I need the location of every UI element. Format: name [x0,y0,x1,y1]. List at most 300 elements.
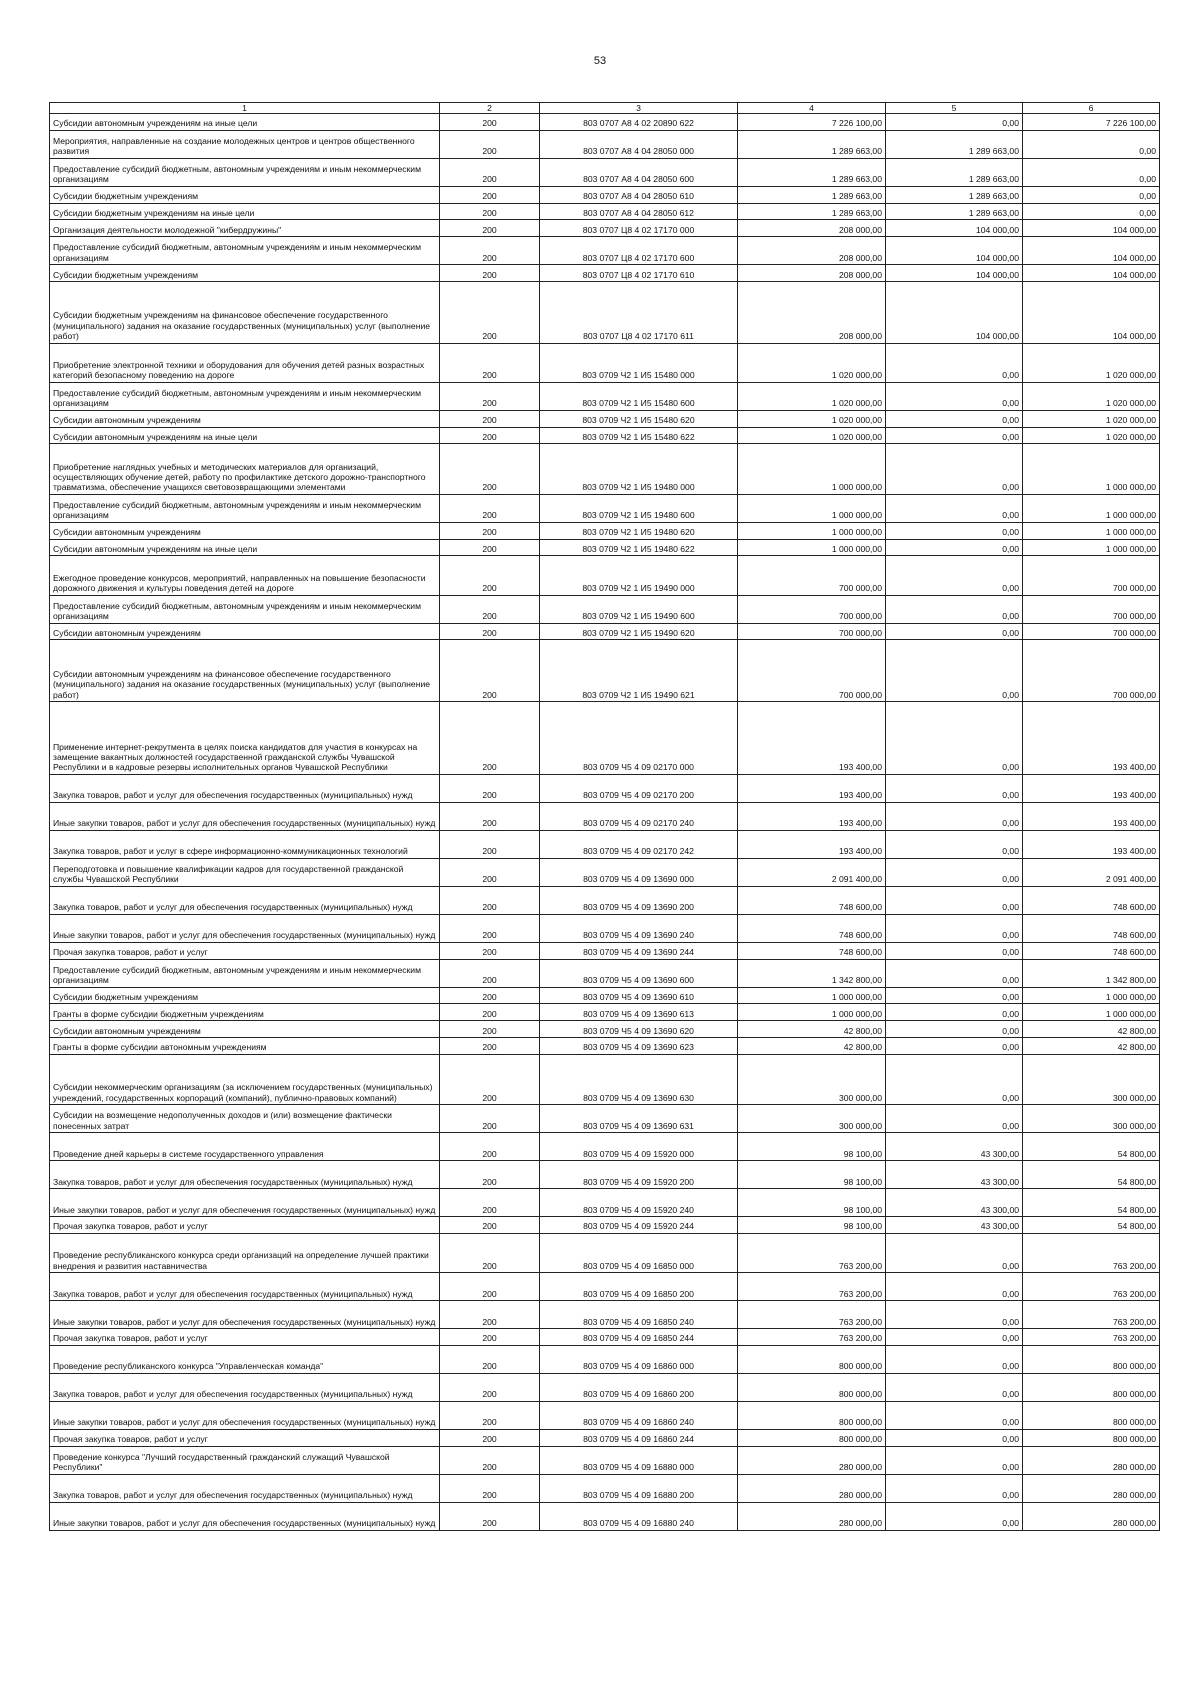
row-value-col6: 800 000,00 [1023,1345,1160,1373]
row-value-col6: 800 000,00 [1023,1401,1160,1429]
row-value-col6: 800 000,00 [1023,1429,1160,1446]
row-value-col6: 193 400,00 [1023,802,1160,830]
row-value-col4: 763 200,00 [738,1329,886,1346]
row-value-col6: 700 000,00 [1023,640,1160,702]
row-name: Организация деятельности молодежной "кибердружины" [50,220,440,237]
row-value-col6: 7 226 100,00 [1023,114,1160,131]
table-row [50,1273,1160,1301]
row-value-col5: 0,00 [886,774,1023,802]
table-row [50,640,1160,702]
row-value-col4: 1 342 800,00 [738,959,886,987]
row-value-col5: 0,00 [886,959,1023,987]
row-value-col5: 0,00 [886,1474,1023,1502]
row-name: Приобретение электронной техники и оборудования для обучения детей разных возрастных категорий безопасному поведению на дороге [50,343,440,382]
row-code: 200 [440,1502,540,1530]
row-value-col4: 1 000 000,00 [738,522,886,539]
row-value-col6: 193 400,00 [1023,774,1160,802]
row-value-col4: 800 000,00 [738,1401,886,1429]
row-value-col5: 0,00 [886,1105,1023,1133]
row-value-col4: 700 000,00 [738,595,886,623]
row-value-col6: 0,00 [1023,203,1160,220]
row-value-col6: 1 000 000,00 [1023,539,1160,556]
row-classification: 803 0709 Ч2 1 И5 19490 000 [540,556,738,595]
row-classification: 803 0709 Ч5 4 09 13690 240 [540,914,738,942]
row-classification: 803 0707 А8 4 02 20890 622 [540,114,738,131]
row-name: Иные закупки товаров, работ и услуг для обеспечения государственных (муниципальных) нужд [50,1401,440,1429]
row-code: 200 [440,1189,540,1217]
row-value-col4: 1 020 000,00 [738,343,886,382]
row-value-col6: 300 000,00 [1023,1054,1160,1104]
row-value-col4: 193 400,00 [738,701,886,774]
row-classification: 803 0709 Ч5 4 09 02170 240 [540,802,738,830]
row-value-col5: 0,00 [886,1233,1023,1272]
row-name: Субсидии автономным учреждениям на иные цели [50,539,440,556]
row-classification: 803 0709 Ч5 4 09 16850 200 [540,1273,738,1301]
table-row [50,1446,1160,1474]
table-row [50,1105,1160,1133]
row-value-col4: 700 000,00 [738,640,886,702]
row-classification: 803 0707 Ц8 4 02 17170 610 [540,265,738,282]
table-row [50,959,1160,987]
row-value-col6: 54 800,00 [1023,1217,1160,1234]
row-value-col4: 1 289 663,00 [738,158,886,186]
row-value-col4: 1 289 663,00 [738,130,886,158]
row-value-col5: 0,00 [886,382,1023,410]
row-value-col6: 1 020 000,00 [1023,410,1160,427]
row-classification: 803 0707 А8 4 04 28050 000 [540,130,738,158]
row-name: Предоставление субсидий бюджетным, автономным учреждениям и иным некоммерческим организациям [50,382,440,410]
row-name: Гранты в форме субсидии автономным учреждениям [50,1037,440,1054]
table-row [50,701,1160,774]
row-value-col4: 208 000,00 [738,265,886,282]
row-value-col4: 280 000,00 [738,1502,886,1530]
row-code: 200 [440,1233,540,1272]
row-name: Приобретение наглядных учебных и методических материалов для организаций, осуществляющих обучение детей, работу по профилактике детского дорожно-транспортного травматизма, обеспечение учащихся световозвращающими элементами [50,444,440,494]
row-value-col4: 208 000,00 [738,237,886,265]
row-value-col5: 0,00 [886,1429,1023,1446]
row-code: 200 [440,382,540,410]
table-row [50,444,1160,494]
row-name: Закупка товаров, работ и услуг для обеспечения государственных (муниципальных) нужд [50,1474,440,1502]
row-name: Предоставление субсидий бюджетным, автономным учреждениям и иным некоммерческим организациям [50,158,440,186]
row-value-col6: 193 400,00 [1023,701,1160,774]
row-name: Субсидии автономным учреждениям [50,410,440,427]
row-code: 200 [440,1446,540,1474]
row-value-col4: 748 600,00 [738,886,886,914]
row-code: 200 [440,343,540,382]
row-value-col5: 0,00 [886,1004,1023,1021]
row-value-col4: 1 000 000,00 [738,444,886,494]
row-value-col5: 43 300,00 [886,1189,1023,1217]
row-value-col6: 700 000,00 [1023,623,1160,640]
row-name: Проведение республиканского конкурса среди организаций на определение лучшей практики внедрения и развития наставничества [50,1233,440,1272]
row-value-col4: 98 100,00 [738,1133,886,1161]
row-value-col5: 0,00 [886,494,1023,522]
row-name: Закупка товаров, работ и услуг для обеспечения государственных (муниципальных) нужд [50,774,440,802]
row-code: 200 [440,701,540,774]
column-header: 3 [540,103,738,114]
row-classification: 803 0709 Ч2 1 И5 19490 600 [540,595,738,623]
row-value-col6: 193 400,00 [1023,830,1160,858]
row-value-col5: 0,00 [886,1345,1023,1373]
row-value-col6: 2 091 400,00 [1023,858,1160,886]
row-value-col5: 0,00 [886,444,1023,494]
table-row [50,1054,1160,1104]
table-row [50,858,1160,886]
row-value-col6: 0,00 [1023,158,1160,186]
table-row [50,623,1160,640]
table-row [50,114,1160,131]
row-value-col6: 104 000,00 [1023,281,1160,343]
row-value-col4: 42 800,00 [738,1037,886,1054]
row-value-col6: 280 000,00 [1023,1446,1160,1474]
row-value-col5: 104 000,00 [886,237,1023,265]
row-value-col5: 0,00 [886,114,1023,131]
table-row [50,237,1160,265]
row-value-col6: 763 200,00 [1023,1273,1160,1301]
row-code: 200 [440,1373,540,1401]
row-value-col6: 54 800,00 [1023,1161,1160,1189]
row-value-col5: 0,00 [886,1329,1023,1346]
row-code: 200 [440,265,540,282]
row-value-col4: 193 400,00 [738,774,886,802]
row-code: 200 [440,802,540,830]
row-classification: 803 0709 Ч5 4 09 16850 240 [540,1301,738,1329]
row-value-col4: 280 000,00 [738,1446,886,1474]
row-classification: 803 0709 Ч2 1 И5 19480 000 [540,444,738,494]
row-value-col4: 700 000,00 [738,556,886,595]
row-name: Субсидии некоммерческим организациям (за исключением государственных (муниципальных) учреждений, государственных корпораций (компаний), публично-правовых компаний) [50,1054,440,1104]
row-value-col6: 1 000 000,00 [1023,444,1160,494]
row-name: Субсидии бюджетным учреждениям [50,186,440,203]
row-code: 200 [440,237,540,265]
row-value-col6: 104 000,00 [1023,220,1160,237]
row-code: 200 [440,281,540,343]
row-value-col6: 1 000 000,00 [1023,987,1160,1004]
row-code: 200 [440,1345,540,1373]
row-name: Закупка товаров, работ и услуг для обеспечения государственных (муниципальных) нужд [50,1161,440,1189]
row-value-col4: 98 100,00 [738,1189,886,1217]
row-name: Субсидии автономным учреждениям на иные цели [50,427,440,444]
row-code: 200 [440,494,540,522]
row-value-col5: 0,00 [886,1054,1023,1104]
row-code: 200 [440,556,540,595]
row-value-col4: 7 226 100,00 [738,114,886,131]
row-name: Проведение республиканского конкурса "Управленческая команда" [50,1345,440,1373]
row-name: Предоставление субсидий бюджетным, автономным учреждениям и иным некоммерческим организациям [50,595,440,623]
row-name: Применение интернет-рекрутмента в целях поиска кандидатов для участия в конкурсах на замещение вакантных должностей государственной гражданской службы Чувашской Республики и в кадровые резервы исполнительных органов Чувашской Республики [50,701,440,774]
row-classification: 803 0709 Ч5 4 09 13690 620 [540,1021,738,1038]
row-classification: 803 0709 Ч5 4 09 02170 200 [540,774,738,802]
row-name: Субсидии бюджетным учреждениям на финансовое обеспечение государственного (муниципального) задания на оказание государственных (муниципальных) услуг (выполнение работ) [50,281,440,343]
row-name: Предоставление субсидий бюджетным, автономным учреждениям и иным некоммерческим организациям [50,237,440,265]
row-value-col5: 0,00 [886,802,1023,830]
row-name: Иные закупки товаров, работ и услуг для обеспечения государственных (муниципальных) нужд [50,1189,440,1217]
row-value-col5: 0,00 [886,640,1023,702]
row-classification: 803 0707 А8 4 04 28050 610 [540,186,738,203]
row-classification: 803 0707 Ц8 4 02 17170 600 [540,237,738,265]
row-value-col5: 0,00 [886,410,1023,427]
column-header: 4 [738,103,886,114]
row-code: 200 [440,942,540,959]
row-value-col5: 0,00 [886,987,1023,1004]
row-value-col6: 700 000,00 [1023,595,1160,623]
row-value-col6: 0,00 [1023,130,1160,158]
row-value-col6: 300 000,00 [1023,1105,1160,1133]
row-value-col5: 0,00 [886,427,1023,444]
row-value-col5: 0,00 [886,1273,1023,1301]
row-classification: 803 0709 Ч2 1 И5 19490 621 [540,640,738,702]
table-row [50,281,1160,343]
row-value-col4: 1 000 000,00 [738,539,886,556]
row-value-col5: 43 300,00 [886,1133,1023,1161]
table-row [50,1373,1160,1401]
row-name: Переподготовка и повышение квалификации кадров для государственной гражданской службы Чувашской Республики [50,858,440,886]
row-value-col5: 104 000,00 [886,265,1023,282]
row-value-col4: 763 200,00 [738,1273,886,1301]
row-value-col4: 748 600,00 [738,914,886,942]
table-row [50,1345,1160,1373]
row-name: Проведение конкурса "Лучший государственный гражданский служащий Чувашской Республики" [50,1446,440,1474]
row-name: Субсидии бюджетным учреждениям на иные цели [50,203,440,220]
row-code: 200 [440,427,540,444]
row-value-col4: 1 000 000,00 [738,1004,886,1021]
row-name: Закупка товаров, работ и услуг для обеспечения государственных (муниципальных) нужд [50,1373,440,1401]
row-name: Закупка товаров, работ и услуг в сфере информационно-коммуникационных технологий [50,830,440,858]
row-value-col4: 98 100,00 [738,1217,886,1234]
row-name: Ежегодное проведение конкурсов, мероприятий, направленных на повышение безопасности дорожного движения и культуры поведения детей на дороге [50,556,440,595]
row-code: 200 [440,1021,540,1038]
row-value-col4: 2 091 400,00 [738,858,886,886]
row-code: 200 [440,774,540,802]
row-classification: 803 0709 Ч2 1 И5 19480 622 [540,539,738,556]
row-name: Иные закупки товаров, работ и услуг для обеспечения государственных (муниципальных) нужд [50,914,440,942]
row-value-col4: 208 000,00 [738,281,886,343]
row-classification: 803 0709 Ч5 4 09 13690 610 [540,987,738,1004]
row-value-col6: 280 000,00 [1023,1502,1160,1530]
row-code: 200 [440,1054,540,1104]
row-value-col5: 0,00 [886,914,1023,942]
table-row [50,914,1160,942]
table-row [50,427,1160,444]
row-value-col4: 280 000,00 [738,1474,886,1502]
table-row [50,774,1160,802]
row-value-col5: 1 289 663,00 [886,186,1023,203]
row-value-col6: 763 200,00 [1023,1233,1160,1272]
table-row [50,1217,1160,1234]
row-value-col5: 0,00 [886,623,1023,640]
row-code: 200 [440,1037,540,1054]
row-code: 200 [440,1133,540,1161]
row-value-col4: 300 000,00 [738,1054,886,1104]
table-row [50,494,1160,522]
row-value-col4: 98 100,00 [738,1161,886,1189]
row-value-col6: 1 020 000,00 [1023,343,1160,382]
row-value-col5: 0,00 [886,1021,1023,1038]
row-value-col4: 193 400,00 [738,802,886,830]
row-code: 200 [440,1429,540,1446]
row-value-col6: 763 200,00 [1023,1329,1160,1346]
row-classification: 803 0709 Ч5 4 09 13690 200 [540,886,738,914]
row-value-col5: 0,00 [886,1301,1023,1329]
row-code: 200 [440,1105,540,1133]
row-classification: 803 0709 Ч2 1 И5 19480 620 [540,522,738,539]
row-classification: 803 0709 Ч5 4 09 13690 000 [540,858,738,886]
row-code: 200 [440,1004,540,1021]
row-value-col6: 700 000,00 [1023,556,1160,595]
row-code: 200 [440,830,540,858]
row-classification: 803 0707 А8 4 04 28050 600 [540,158,738,186]
row-classification: 803 0709 Ч5 4 09 02170 000 [540,701,738,774]
row-value-col5: 1 289 663,00 [886,203,1023,220]
row-name: Прочая закупка товаров, работ и услуг [50,1429,440,1446]
table-row [50,1021,1160,1038]
row-name: Предоставление субсидий бюджетным, автономным учреждениям и иным некоммерческим организациям [50,494,440,522]
row-value-col5: 1 289 663,00 [886,158,1023,186]
row-name: Прочая закупка товаров, работ и услуг [50,1329,440,1346]
table-row [50,1401,1160,1429]
row-value-col6: 104 000,00 [1023,237,1160,265]
row-classification: 803 0709 Ч5 4 09 02170 242 [540,830,738,858]
table-row [50,1429,1160,1446]
row-value-col5: 0,00 [886,942,1023,959]
row-value-col6: 1 000 000,00 [1023,494,1160,522]
table-row [50,158,1160,186]
row-name: Прочая закупка товаров, работ и услуг [50,1217,440,1234]
table-row [50,343,1160,382]
table-row [50,1161,1160,1189]
row-classification: 803 0709 Ч5 4 09 13690 631 [540,1105,738,1133]
budget-table [49,102,1160,1531]
row-value-col4: 42 800,00 [738,1021,886,1038]
row-code: 200 [440,959,540,987]
row-name: Прочая закупка товаров, работ и услуг [50,942,440,959]
row-value-col6: 54 800,00 [1023,1189,1160,1217]
row-classification: 803 0709 Ч5 4 09 16860 240 [540,1401,738,1429]
row-code: 200 [440,114,540,131]
row-code: 200 [440,130,540,158]
row-value-col4: 748 600,00 [738,942,886,959]
row-value-col4: 1 289 663,00 [738,203,886,220]
column-header: 6 [1023,103,1160,114]
row-code: 200 [440,1329,540,1346]
row-value-col5: 0,00 [886,1446,1023,1474]
row-classification: 803 0709 Ч5 4 09 13690 630 [540,1054,738,1104]
row-code: 200 [440,1401,540,1429]
row-value-col5: 0,00 [886,539,1023,556]
table-row [50,382,1160,410]
row-value-col4: 763 200,00 [738,1233,886,1272]
row-code: 200 [440,410,540,427]
row-value-col4: 763 200,00 [738,1301,886,1329]
column-header: 1 [50,103,440,114]
row-code: 200 [440,1161,540,1189]
row-code: 200 [440,914,540,942]
row-code: 200 [440,1273,540,1301]
row-classification: 803 0709 Ч5 4 09 15920 240 [540,1189,738,1217]
row-code: 200 [440,858,540,886]
table-row [50,1233,1160,1272]
row-name: Субсидии автономным учреждениям на иные цели [50,114,440,131]
row-value-col4: 1 020 000,00 [738,427,886,444]
table-row [50,1004,1160,1021]
row-classification: 803 0707 А8 4 04 28050 612 [540,203,738,220]
table-row [50,1301,1160,1329]
row-name: Иные закупки товаров, работ и услуг для обеспечения государственных (муниципальных) нужд [50,1301,440,1329]
row-value-col5: 0,00 [886,886,1023,914]
table-row [50,1037,1160,1054]
row-code: 200 [440,1301,540,1329]
row-classification: 803 0709 Ч5 4 09 16860 000 [540,1345,738,1373]
row-name: Гранты в форме субсидии бюджетным учреждениям [50,1004,440,1021]
row-name: Субсидии автономным учреждениям [50,623,440,640]
row-value-col5: 43 300,00 [886,1217,1023,1234]
row-classification: 803 0709 Ч5 4 09 16880 000 [540,1446,738,1474]
row-name: Предоставление субсидий бюджетным, автономным учреждениям и иным некоммерческим организациям [50,959,440,987]
row-value-col5: 0,00 [886,701,1023,774]
row-value-col4: 1 020 000,00 [738,410,886,427]
row-code: 200 [440,444,540,494]
table-row [50,1189,1160,1217]
row-value-col6: 0,00 [1023,186,1160,203]
row-value-col6: 280 000,00 [1023,1474,1160,1502]
table-row [50,556,1160,595]
row-value-col5: 0,00 [886,522,1023,539]
row-name: Иные закупки товаров, работ и услуг для обеспечения государственных (муниципальных) нужд [50,1502,440,1530]
row-name: Субсидии бюджетным учреждениям [50,265,440,282]
row-classification: 803 0709 Ч2 1 И5 15480 000 [540,343,738,382]
row-code: 200 [440,203,540,220]
table-row [50,1474,1160,1502]
row-value-col6: 1 000 000,00 [1023,522,1160,539]
row-classification: 803 0709 Ч5 4 09 13690 613 [540,1004,738,1021]
row-value-col4: 1 289 663,00 [738,186,886,203]
row-name: Субсидии на возмещение недополученных доходов и (или) возмещение фактически понесенных затрат [50,1105,440,1133]
column-header: 5 [886,103,1023,114]
row-code: 200 [440,886,540,914]
row-classification: 803 0709 Ч2 1 И5 15480 622 [540,427,738,444]
row-name: Закупка товаров, работ и услуг для обеспечения государственных (муниципальных) нужд [50,1273,440,1301]
row-name: Закупка товаров, работ и услуг для обеспечения государственных (муниципальных) нужд [50,886,440,914]
row-value-col5: 104 000,00 [886,281,1023,343]
row-code: 200 [440,640,540,702]
row-classification: 803 0709 Ч5 4 09 16880 200 [540,1474,738,1502]
row-value-col4: 800 000,00 [738,1429,886,1446]
row-value-col4: 800 000,00 [738,1373,886,1401]
row-name: Мероприятия, направленные на создание молодежных центров и центров общественного развития [50,130,440,158]
row-classification: 803 0709 Ч5 4 09 13690 623 [540,1037,738,1054]
row-classification: 803 0709 Ч5 4 09 16860 200 [540,1373,738,1401]
row-value-col6: 42 800,00 [1023,1021,1160,1038]
row-value-col5: 1 289 663,00 [886,130,1023,158]
row-value-col4: 700 000,00 [738,623,886,640]
row-name: Субсидии бюджетным учреждениям [50,987,440,1004]
row-code: 200 [440,220,540,237]
row-classification: 803 0709 Ч2 1 И5 15480 620 [540,410,738,427]
row-value-col5: 0,00 [886,1037,1023,1054]
row-classification: 803 0709 Ч5 4 09 15920 000 [540,1133,738,1161]
row-value-col4: 1 020 000,00 [738,382,886,410]
table-row [50,203,1160,220]
table-row [50,186,1160,203]
row-value-col6: 748 600,00 [1023,914,1160,942]
table-body [50,114,1160,1531]
row-classification: 803 0707 Ц8 4 02 17170 611 [540,281,738,343]
table-row [50,220,1160,237]
row-value-col5: 0,00 [886,1373,1023,1401]
row-name: Проведение дней карьеры в системе государственного управления [50,1133,440,1161]
row-value-col5: 0,00 [886,595,1023,623]
